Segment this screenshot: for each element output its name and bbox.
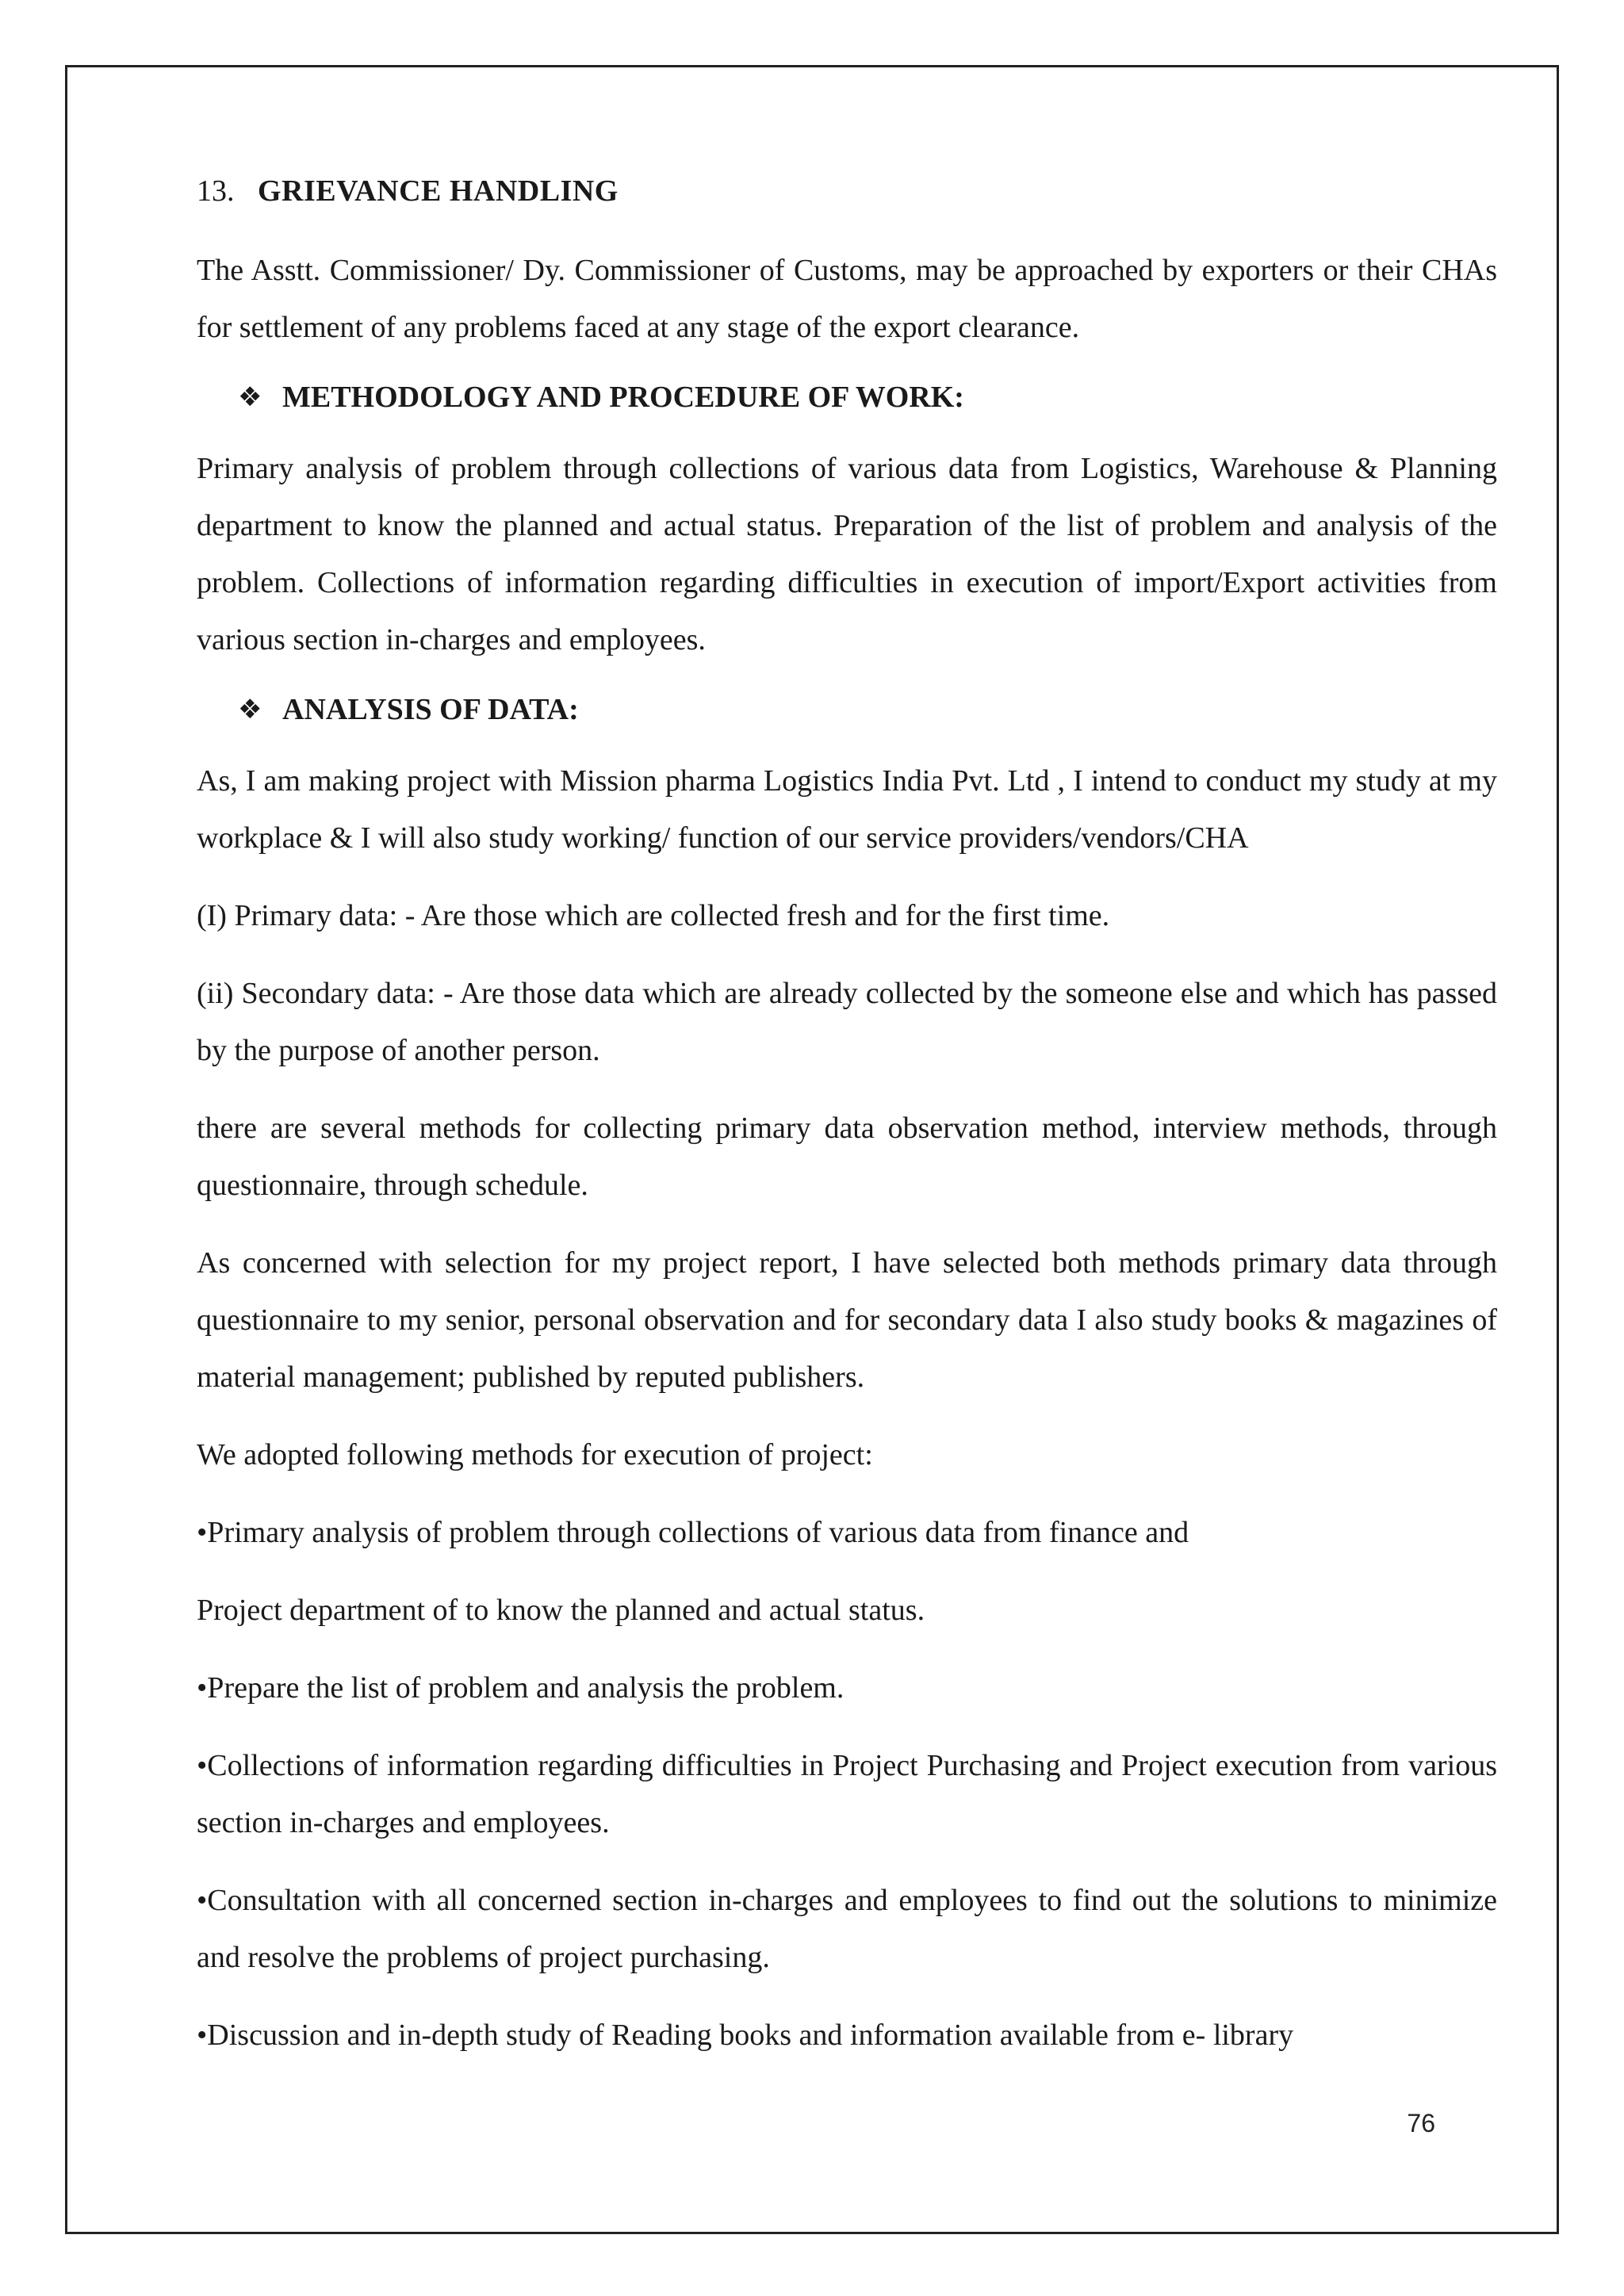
section-title: GRIEVANCE HANDLING <box>258 174 619 208</box>
list-item-continuation: Project department of to know the planned and actual status. <box>197 1594 925 1627</box>
methodology-heading <box>238 377 1497 418</box>
list-item: •Collections of information regarding difficulties in Project Purchasing and Project execution from various section in-charges and employees. <box>197 1749 1497 1839</box>
page-content <box>197 170 1497 2084</box>
collection-methods-paragraph: there are several methods for collecting primary data observation method, interview methods, through questionnaire, through schedule. <box>197 1112 1497 1202</box>
primary-data-definition: (I) Primary data: - Are those which are collected fresh and for the first time. <box>197 899 1110 932</box>
list-item: •Primary analysis of problem through collections of various data from finance and <box>197 1516 1189 1549</box>
section-number: 13. <box>197 174 235 208</box>
analysis-heading <box>238 689 1497 730</box>
methods-intro: We adopted following methods for execution of project: <box>197 1438 873 1471</box>
secondary-data-definition: (ii) Secondary data: - Are those data which are already collected by the someone else and which has passed by the purpose of another person. <box>197 977 1497 1067</box>
methodology-heading-text: METHODOLOGY AND PROCEDURE OF WORK: <box>282 381 964 414</box>
diamond-four-icon: ❖ <box>238 381 262 413</box>
analysis-heading-text: ANALYSIS OF DATA: <box>282 693 579 726</box>
list-item: •Consultation with all concerned section in-charges and employees to find out the solutions to minimize and resolve the problems of project purchasing. <box>197 1884 1497 1974</box>
section-heading <box>197 170 1497 212</box>
diamond-four-icon: ❖ <box>238 694 262 725</box>
methodology-paragraph: Primary analysis of problem through collections of various data from Logistics, Warehouse & Planning department to know the planned and actual status. Preparation of the list of problem and analysis of the problem. Collections of information regarding difficulties in execution of import/Export activities from various section in-charges and employees. <box>197 452 1497 656</box>
list-item: •Discussion and in-depth study of Reading books and information available from e- library <box>197 2019 1294 2052</box>
page-number: 76 <box>1407 2109 1435 2137</box>
selection-paragraph: As concerned with selection for my project report, I have selected both methods primary data through questionnaire to my senior, personal observation and for secondary data I also study books & magazines of material management; published by reputed publishers. <box>197 1246 1497 1394</box>
list-item: •Prepare the list of problem and analysis the problem. <box>197 1671 845 1705</box>
intro-paragraph: The Asstt. Commissioner/ Dy. Commissioner of Customs, may be approached by exporters or their CHAs for settlement of any problems faced at any stage of the export clearance. <box>197 254 1497 344</box>
analysis-paragraph: As, I am making project with Mission pharma Logistics India Pvt. Ltd , I intend to conduct my study at my workplace & I will also study working/ function of our service providers/vendors/CHA <box>197 764 1497 855</box>
